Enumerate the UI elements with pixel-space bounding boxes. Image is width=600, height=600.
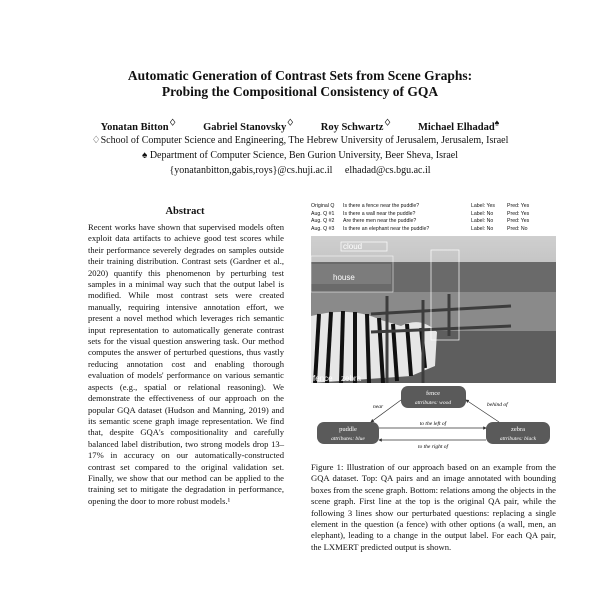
qa-question: Is there a fence near the puddle? <box>343 203 420 209</box>
puddle-node-name: puddle <box>339 426 357 433</box>
author: Yonatan Bitton♢ <box>100 117 177 133</box>
figure-caption: Figure 1: Illustration of our approach based on an example from the GQA dataset. Top: QA pairs and an image annotated with bounding boxes from the scene graph. Bottom: relations among the objects in the scene graph. First line at the top is the original QA pair, while the following 3 lines show our perturbated questions: replacing a single element in the question (a fence) with other options (a wall, men, an elephant), leading to a change in the output label. For each QA pair, the LXMERT predicted output is shown. <box>311 462 556 552</box>
cloud-label: cloud <box>343 242 363 251</box>
qa-pred: Pred: Yes <box>507 218 530 224</box>
qa-pred: Pred: Yes <box>507 203 530 209</box>
qa-question: Are there men near the puddle? <box>343 218 417 224</box>
qa-question: Is there a wall near the puddle? <box>343 210 416 217</box>
qa-id: Aug. Q #1 <box>311 210 335 217</box>
qa-label: Label: No <box>471 218 494 224</box>
author: Roy Schwartz♢ <box>320 117 392 133</box>
qa-label: Label: Yes <box>471 203 495 209</box>
qa-table <box>311 203 556 233</box>
qa-question: Is there an elephant near the puddle? <box>343 225 430 232</box>
author: Michael Elhadad♠ <box>417 117 500 133</box>
zebra-photo <box>311 236 556 383</box>
edge-near-label: near <box>373 404 384 410</box>
abstract-text: Recent works have shown that supervised models often exploit data artifacts to achieve good test scores while their performance severely degrades on samples outside their training distribution. Contrast sets (Gardner et al., 2020) quantify this phenomenon by perturbing test samples in a minimal way such that the output label is modified. While most contrast sets were created manually, requiring intensive annotation effort, we present a novel method which leverages rich semantic input representation to automatically generate contrast sets for the visual question answering task. Our method computes the answer of perturbed questions, thus vastly reducing annotation cost and enabling thorough evaluation of models' performance on various semantic aspects (e.g., spatial or relational reasoning). We demonstrate the effectiveness of our approach on the popular GQA dataset (Hudson and Manning, 2019) and its semantic scene graph image representation. We find that, despite GQA's compositionality and carefully balanced label distribution, two strong models drop 13–17% in accuracy on our automatically-constructed contrast set compared to the original validation set. Finally, we show that our method can be applied to the training set to mitigate the degradation in performance, opening the door to more robust models.¹ <box>88 222 284 506</box>
qa-row <box>311 218 556 226</box>
puddle-node-attr: attributes: blue <box>331 436 365 442</box>
scene-graph <box>311 384 556 456</box>
zebra-node-name: zebra <box>510 426 526 433</box>
paper-title-line1: Automatic Generation of Contrast Sets from Scene Graphs: <box>127 68 473 83</box>
qa-label: Label: No <box>471 225 494 232</box>
affiliation-line: ♠ Department of Computer Science, Ben Gurion University, Beer Sheva, Israel <box>142 150 458 161</box>
zebra-node-attr: attributes: black <box>499 436 537 442</box>
qa-pred: Pred: Yes <box>507 210 530 217</box>
house-label: house <box>333 273 355 282</box>
zebra-label: zebra <box>341 374 362 383</box>
fence-node-attr: attributes: wood <box>414 400 452 406</box>
qa-row <box>311 226 556 234</box>
edge-right-label: to the right of <box>417 444 449 450</box>
qa-id: Aug. Q #2 <box>311 218 335 224</box>
fence-node-name: fence <box>425 390 441 397</box>
paper-title-line2: Probing the Compositional Consistency of GQA <box>161 84 439 99</box>
qa-id: Original Q <box>311 203 335 209</box>
fence-label: fence <box>313 374 333 383</box>
qa-label: Label: No <box>471 210 494 217</box>
qa-pred: Pred: No <box>507 225 528 232</box>
qa-id: Aug. Q #3 <box>311 225 335 232</box>
author: Gabriel Stanovsky♢ <box>203 117 295 133</box>
edge-left-label: to the left of <box>419 421 447 427</box>
abstract-heading: Abstract <box>165 206 205 217</box>
abstract-body <box>88 222 284 507</box>
email-line: {yonatanbitton,gabis,roys}@cs.huji.ac.il elhadad@cs.bgu.ac.il <box>169 165 431 176</box>
edge-behind-label: behind of <box>487 402 508 408</box>
qa-row <box>311 211 556 219</box>
affiliation-line: ♢School of Computer Science and Engineering, The Hebrew University of Jerusalem, Jerusalem, Israel <box>91 135 509 146</box>
qa-row <box>311 203 556 211</box>
author-list <box>0 117 600 133</box>
